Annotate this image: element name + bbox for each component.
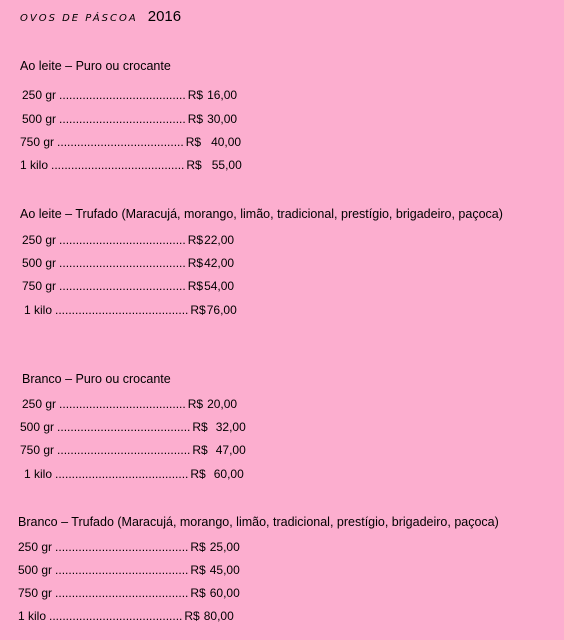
currency: R$ — [192, 443, 208, 457]
price-row — [24, 467, 244, 481]
currency: R$ — [187, 397, 204, 411]
price-row — [20, 158, 242, 172]
price-row — [22, 233, 234, 247]
price-row — [20, 443, 246, 457]
currency: R$ — [186, 158, 202, 172]
price: 20,00 — [207, 397, 238, 411]
price-row — [18, 563, 240, 577]
section-heading: Ao leite – Puro ou crocante — [20, 59, 171, 73]
leader-dots: ........................................ — [55, 540, 189, 554]
currency: R$ — [184, 609, 200, 623]
leader-dots: ........................................ — [55, 303, 189, 317]
currency: R$ — [187, 88, 204, 102]
leader-dots: ...................................... — [59, 256, 186, 270]
leader-dots: ........................................ — [55, 586, 189, 600]
title-year: 2016 — [147, 8, 182, 25]
leader-dots: ........................................ — [51, 158, 185, 172]
currency: R$ — [187, 112, 204, 126]
leader-dots: ...................................... — [59, 112, 186, 126]
price-row — [24, 303, 237, 317]
price-row — [22, 279, 234, 293]
currency: R$ — [187, 279, 204, 293]
currency: R$ — [190, 467, 206, 481]
leader-dots: ........................................ — [55, 563, 189, 577]
currency: R$ — [192, 420, 208, 434]
size: 500 gr — [22, 112, 57, 126]
currency: R$ — [190, 563, 206, 577]
price: 55,00 — [211, 158, 242, 172]
leader-dots: ........................................ — [55, 467, 189, 481]
size: 250 gr — [22, 233, 57, 247]
price: 30,00 — [207, 112, 238, 126]
price: 45,00 — [209, 563, 240, 577]
price-row — [18, 540, 240, 554]
size: 1 kilo — [20, 158, 49, 172]
size: 750 gr — [20, 135, 55, 149]
currency: R$ — [190, 586, 206, 600]
size: 250 gr — [22, 397, 57, 411]
section-heading: Branco – Puro ou crocante — [22, 372, 171, 386]
price: 76,00 — [206, 303, 237, 317]
leader-dots: ...................................... — [57, 135, 184, 149]
size: 750 gr — [18, 586, 53, 600]
price: 80,00 — [203, 609, 234, 623]
price: 40,00 — [211, 135, 242, 149]
currency: R$ — [190, 303, 206, 317]
price-row — [22, 88, 237, 102]
size: 250 gr — [22, 88, 57, 102]
currency: R$ — [190, 540, 206, 554]
currency: R$ — [187, 256, 204, 270]
leader-dots: ...................................... — [59, 88, 186, 102]
price: 32,00 — [215, 420, 246, 434]
price-row — [18, 609, 234, 623]
leader-dots: ...................................... — [59, 279, 186, 293]
size: 750 gr — [20, 443, 55, 457]
price: 60,00 — [213, 467, 244, 481]
size: 500 gr — [20, 420, 55, 434]
section-heading: Ao leite – Trufado (Maracujá, morango, limão, tradicional, prestígio, brigadeiro, paçoca) — [20, 207, 503, 221]
price-row — [22, 397, 237, 411]
size: 1 kilo — [18, 609, 47, 623]
leader-dots: ........................................ — [57, 443, 191, 457]
section-heading: Branco – Trufado (Maracujá, morango, limão, tradicional, prestígio, brigadeiro, paçoca) — [18, 515, 499, 529]
price: 42,00 — [204, 256, 235, 270]
leader-dots: ........................................ — [49, 609, 183, 623]
price: 60,00 — [209, 586, 240, 600]
size: 1 kilo — [24, 467, 53, 481]
price: 47,00 — [215, 443, 246, 457]
currency: R$ — [185, 135, 202, 149]
size: 750 gr — [22, 279, 57, 293]
page-title — [20, 8, 181, 25]
leader-dots: ...................................... — [59, 397, 186, 411]
size: 250 gr — [18, 540, 53, 554]
price-row — [20, 135, 241, 149]
price-row — [22, 256, 234, 270]
price: 25,00 — [209, 540, 240, 554]
leader-dots: ...................................... — [59, 233, 186, 247]
price: 54,00 — [204, 279, 235, 293]
price: 22,00 — [204, 233, 235, 247]
price: 16,00 — [207, 88, 238, 102]
size: 500 gr — [22, 256, 57, 270]
size: 1 kilo — [24, 303, 53, 317]
leader-dots: ........................................ — [57, 420, 191, 434]
currency: R$ — [187, 233, 204, 247]
size: 500 gr — [18, 563, 53, 577]
price-row — [18, 586, 240, 600]
price-row — [20, 420, 246, 434]
title-label: OVOS DE PÁSCOA — [20, 13, 138, 24]
price-row — [22, 112, 237, 126]
